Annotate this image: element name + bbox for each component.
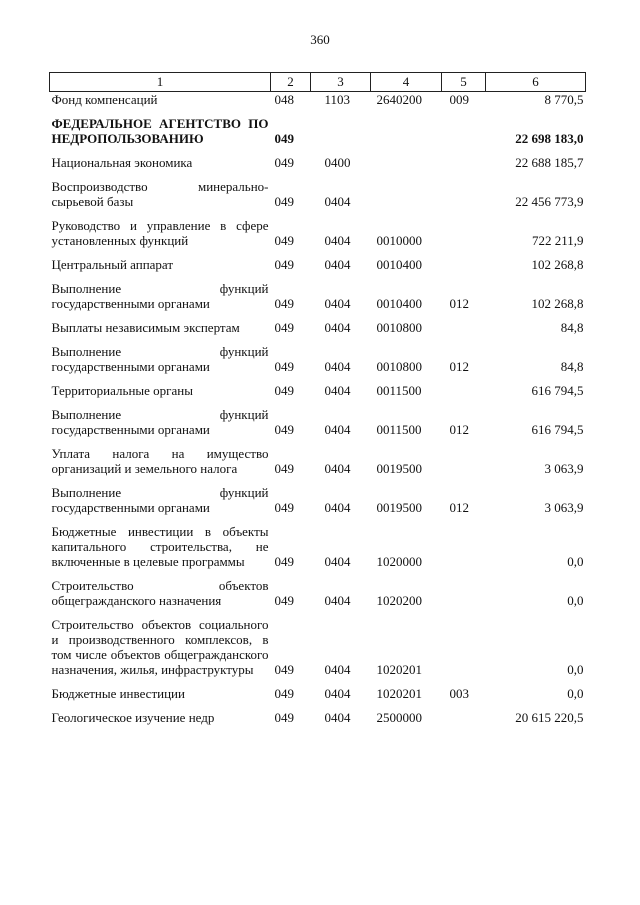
row-admin-code: 049 bbox=[274, 593, 294, 608]
row-admin-code: 049 bbox=[274, 383, 294, 398]
row-amount: 102 268,8 bbox=[531, 296, 584, 311]
row-article-code bbox=[371, 149, 442, 173]
row-name: Выполнение функций государственными органами bbox=[51, 281, 269, 311]
row-name: Национальная экономика bbox=[51, 155, 193, 170]
row-article-code: 0010400 bbox=[376, 257, 422, 272]
row-article-code: 0010000 bbox=[376, 233, 422, 248]
table-row bbox=[50, 401, 586, 440]
row-admin-code: 048 bbox=[274, 92, 294, 107]
row-expense-type bbox=[442, 518, 486, 572]
budget-table bbox=[49, 72, 586, 728]
row-expense-type bbox=[442, 212, 486, 251]
row-name: Выплаты независимым экспертам bbox=[51, 320, 240, 335]
header-col-1: 1 bbox=[50, 73, 271, 92]
row-admin-code: 049 bbox=[274, 131, 294, 146]
row-amount: 22 688 185,7 bbox=[515, 155, 584, 170]
table-row bbox=[50, 704, 586, 728]
table-row bbox=[50, 314, 586, 338]
row-article-code: 1020201 bbox=[376, 662, 422, 677]
row-article-code: 1020201 bbox=[376, 686, 422, 701]
row-section-code: 0404 bbox=[324, 233, 351, 248]
row-amount: 616 794,5 bbox=[531, 422, 584, 437]
row-expense-type: 012 bbox=[449, 359, 469, 374]
row-name: Уплата налога на имущество организаций и земельного налога bbox=[51, 446, 269, 476]
row-name: Бюджетные инвестиции bbox=[51, 686, 185, 701]
row-section-code: 0404 bbox=[324, 194, 351, 209]
header-row bbox=[50, 73, 586, 92]
row-expense-type: 012 bbox=[449, 296, 469, 311]
row-expense-type bbox=[442, 173, 486, 212]
row-amount: 0,0 bbox=[567, 593, 584, 608]
row-name: Строительство объектов социального и производственного комплексов, в том числе объектов общегражданского назначения, жилья, инфраструктуры bbox=[51, 617, 269, 677]
row-name: Территориальные органы bbox=[51, 383, 193, 398]
row-admin-code: 049 bbox=[274, 710, 294, 725]
table-row bbox=[50, 611, 586, 680]
row-amount: 3 063,9 bbox=[544, 500, 584, 515]
row-expense-type: 009 bbox=[449, 92, 469, 107]
table-row bbox=[50, 173, 586, 212]
row-admin-code: 049 bbox=[274, 296, 294, 311]
row-amount: 3 063,9 bbox=[544, 461, 584, 476]
row-article-code: 0010800 bbox=[376, 359, 422, 374]
row-section-code: 0404 bbox=[324, 257, 351, 272]
row-article-code: 1020000 bbox=[376, 554, 422, 569]
page-number: 360 bbox=[310, 32, 330, 47]
row-name: Центральный аппарат bbox=[51, 257, 174, 272]
row-expense-type: 012 bbox=[449, 422, 469, 437]
header-col-5: 5 bbox=[442, 73, 486, 92]
table-row bbox=[50, 149, 586, 173]
table-row bbox=[50, 110, 586, 149]
table-row bbox=[50, 212, 586, 251]
row-section-code: 0404 bbox=[324, 593, 351, 608]
row-name: Выполнение функций государственными органами bbox=[51, 344, 269, 374]
table-row bbox=[50, 377, 586, 401]
header-col-2: 2 bbox=[271, 73, 311, 92]
row-name: ФЕДЕРАЛЬНОЕ АГЕНТСТВО ПО НЕДРОПОЛЬЗОВАНИЮ bbox=[51, 116, 269, 146]
row-admin-code: 049 bbox=[274, 320, 294, 335]
row-section-code: 0404 bbox=[324, 686, 351, 701]
row-admin-code: 049 bbox=[274, 155, 294, 170]
row-section-code: 0404 bbox=[324, 296, 351, 311]
row-section-code: 0404 bbox=[324, 461, 351, 476]
row-amount: 20 615 220,5 bbox=[515, 710, 584, 725]
table-row bbox=[50, 518, 586, 572]
row-article-code bbox=[371, 110, 442, 149]
row-name: Воспроизводство минерально-сырьевой базы bbox=[51, 179, 269, 209]
row-section-code: 0404 bbox=[324, 554, 351, 569]
row-admin-code: 049 bbox=[274, 194, 294, 209]
row-section-code: 0404 bbox=[324, 359, 351, 374]
row-section-code: 0404 bbox=[324, 383, 351, 398]
row-name: Фонд компенсаций bbox=[51, 92, 158, 107]
table-row bbox=[50, 338, 586, 377]
row-name: Геологическое изучение недр bbox=[51, 710, 215, 725]
row-section-code: 0404 bbox=[324, 710, 351, 725]
row-article-code: 0010800 bbox=[376, 320, 422, 335]
row-section-code bbox=[311, 110, 371, 149]
row-expense-type bbox=[442, 440, 486, 479]
table-row bbox=[50, 479, 586, 518]
row-admin-code: 049 bbox=[274, 422, 294, 437]
row-section-code: 1103 bbox=[324, 92, 351, 107]
row-amount: 0,0 bbox=[567, 662, 584, 677]
row-expense-type bbox=[442, 611, 486, 680]
row-amount: 22 456 773,9 bbox=[515, 194, 584, 209]
row-name: Строительство объектов общегражданского назначения bbox=[51, 578, 269, 608]
row-expense-type bbox=[442, 149, 486, 173]
row-name: Выполнение функций государственными органами bbox=[51, 485, 269, 515]
table-header bbox=[50, 73, 586, 92]
row-expense-type bbox=[442, 251, 486, 275]
row-amount: 616 794,5 bbox=[531, 383, 584, 398]
row-amount: 0,0 bbox=[567, 686, 584, 701]
header-col-6: 6 bbox=[486, 73, 586, 92]
row-section-code: 0404 bbox=[324, 422, 351, 437]
row-amount: 722 211,9 bbox=[531, 233, 584, 248]
table-row bbox=[50, 680, 586, 704]
row-name: Бюджетные инвестиции в объекты капитального строительства, не включенные в целевые программы bbox=[51, 524, 269, 569]
row-section-code: 0400 bbox=[324, 155, 351, 170]
row-article-code: 1020200 bbox=[376, 593, 422, 608]
row-section-code: 0404 bbox=[324, 500, 351, 515]
row-expense-type bbox=[442, 704, 486, 728]
row-expense-type: 003 bbox=[449, 686, 469, 701]
row-expense-type bbox=[442, 377, 486, 401]
table-row bbox=[50, 440, 586, 479]
row-section-code: 0404 bbox=[324, 662, 351, 677]
row-admin-code: 049 bbox=[274, 554, 294, 569]
row-amount: 84,8 bbox=[560, 359, 584, 374]
row-admin-code: 049 bbox=[274, 359, 294, 374]
row-amount: 102 268,8 bbox=[531, 257, 584, 272]
row-expense-type: 012 bbox=[449, 500, 469, 515]
row-name: Выполнение функций государственными органами bbox=[51, 407, 269, 437]
row-article-code: 0019500 bbox=[376, 500, 422, 515]
row-amount: 8 770,5 bbox=[544, 92, 584, 107]
row-article-code: 0010400 bbox=[376, 296, 422, 311]
table-body bbox=[50, 92, 586, 729]
row-article-code: 0011500 bbox=[376, 383, 422, 398]
table-row bbox=[50, 275, 586, 314]
row-admin-code: 049 bbox=[274, 662, 294, 677]
row-amount: 84,8 bbox=[560, 320, 584, 335]
header-col-4: 4 bbox=[371, 73, 442, 92]
row-section-code: 0404 bbox=[324, 320, 351, 335]
row-name: Руководство и управление в сфере установленных функций bbox=[51, 218, 269, 248]
row-expense-type bbox=[442, 572, 486, 611]
row-admin-code: 049 bbox=[274, 233, 294, 248]
row-article-code bbox=[371, 173, 442, 212]
row-admin-code: 049 bbox=[274, 500, 294, 515]
row-amount: 0,0 bbox=[567, 554, 584, 569]
table-row bbox=[50, 572, 586, 611]
table-row bbox=[50, 251, 586, 275]
table-row bbox=[50, 92, 586, 111]
row-admin-code: 049 bbox=[274, 257, 294, 272]
row-admin-code: 049 bbox=[274, 461, 294, 476]
row-expense-type bbox=[442, 110, 486, 149]
row-admin-code: 049 bbox=[274, 686, 294, 701]
row-article-code: 0011500 bbox=[376, 422, 422, 437]
row-article-code: 0019500 bbox=[376, 461, 422, 476]
header-col-3: 3 bbox=[311, 73, 371, 92]
row-article-code: 2640200 bbox=[376, 92, 422, 107]
row-amount: 22 698 183,0 bbox=[515, 131, 584, 146]
row-article-code: 2500000 bbox=[376, 710, 422, 725]
row-expense-type bbox=[442, 314, 486, 338]
